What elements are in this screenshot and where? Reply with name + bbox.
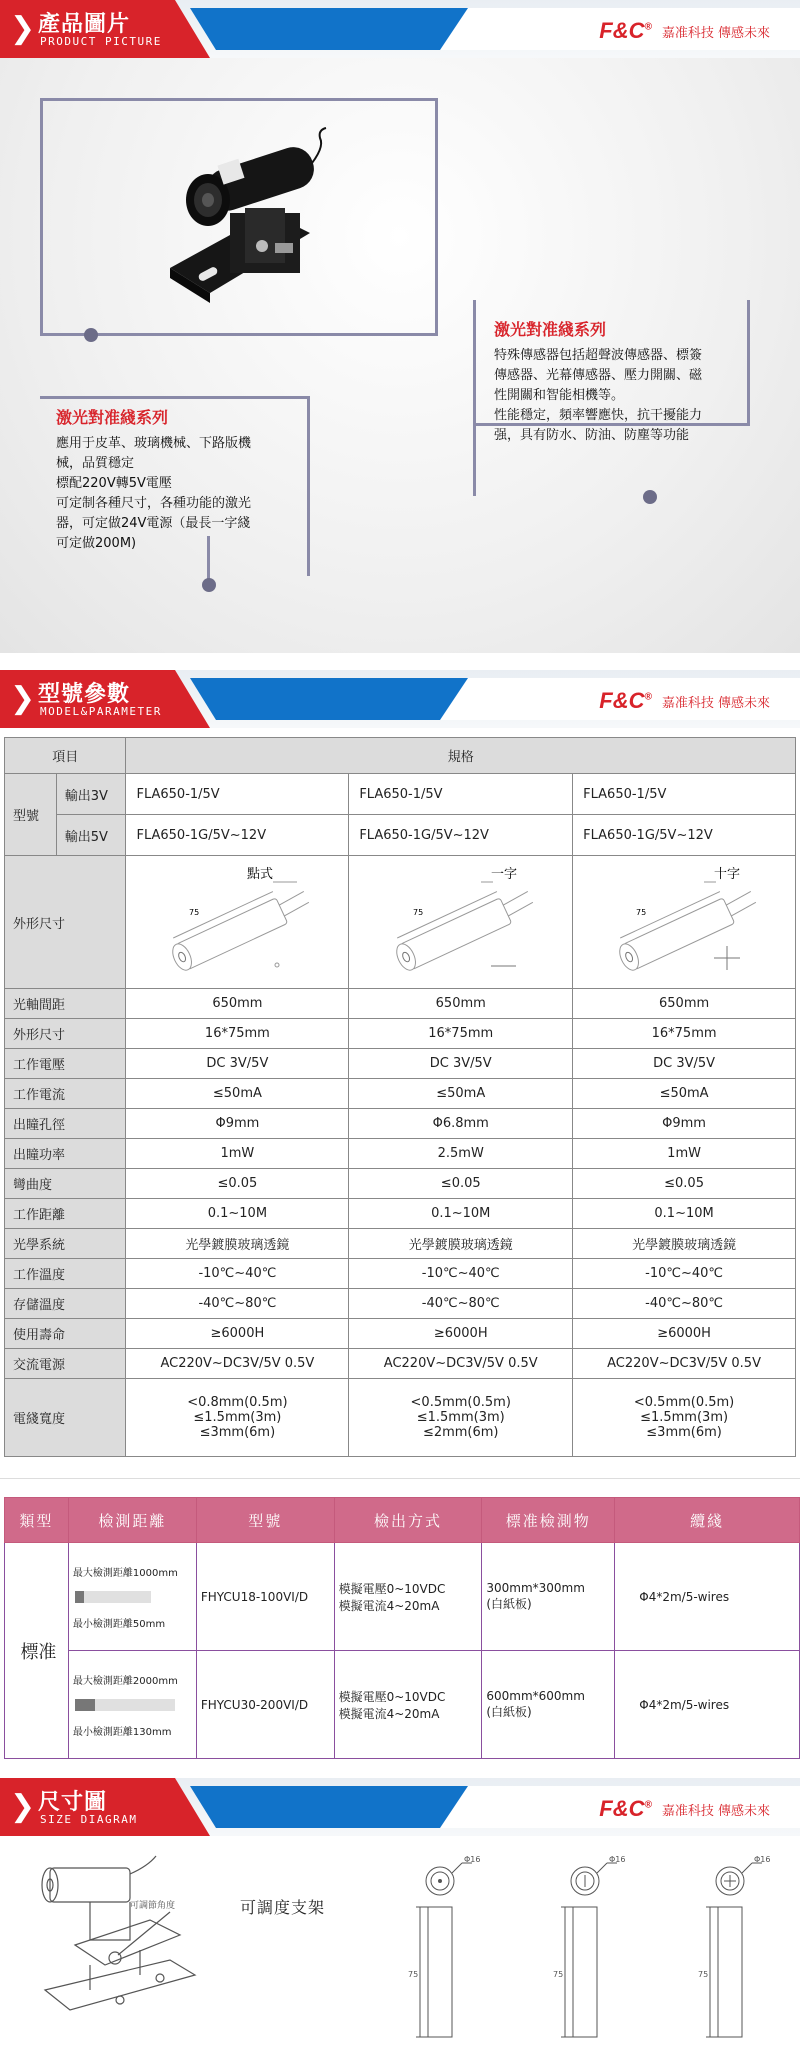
table-cell: ≤50mA bbox=[349, 1079, 573, 1109]
row-label: 工作電流 bbox=[5, 1079, 126, 1109]
shape-label: 外形尺寸 bbox=[5, 856, 126, 989]
table-cell: 16*75mm bbox=[126, 1019, 349, 1049]
row-label: 交流電源 bbox=[5, 1349, 126, 1379]
svg-text:75: 75 bbox=[553, 1970, 564, 1979]
svg-text:75: 75 bbox=[698, 1970, 709, 1979]
laser-product-image bbox=[150, 118, 380, 328]
dimension-drawing-cross bbox=[700, 1855, 780, 2045]
callout-dot bbox=[84, 328, 98, 342]
svg-text:75: 75 bbox=[636, 908, 647, 917]
table-cell: FHYCU30-200VI/D bbox=[196, 1651, 334, 1759]
table-cell: ≥6000H bbox=[573, 1319, 796, 1349]
table-cell: 模擬電壓0~10VDC 模擬電流4~20mA bbox=[334, 1651, 482, 1759]
table-cell: 650mm bbox=[573, 989, 796, 1019]
table-row bbox=[5, 1229, 796, 1259]
row-label: 使用壽命 bbox=[5, 1319, 126, 1349]
table-cell: 16*75mm bbox=[573, 1019, 796, 1049]
table-row bbox=[5, 1049, 796, 1079]
brand bbox=[599, 688, 770, 714]
table-cell: 光學鍍膜玻璃透鏡 bbox=[349, 1229, 573, 1259]
laser-cross-drawing bbox=[584, 860, 784, 980]
table-cell: ≤0.05 bbox=[126, 1169, 349, 1199]
table-cell: -10℃~40℃ bbox=[126, 1259, 349, 1289]
header-cell: 檢出方式 bbox=[334, 1498, 482, 1543]
svg-text:十字: 十字 bbox=[714, 867, 741, 882]
table-cell: 2.5mW bbox=[349, 1139, 573, 1169]
out3v-label: 輸出3V bbox=[56, 774, 126, 815]
table-cell: FLA650-1G/5V~12V bbox=[573, 815, 796, 856]
header-item: 項目 bbox=[5, 738, 126, 774]
callout-line: 可定做200M) bbox=[56, 536, 137, 551]
svg-text:可調節角度: 可調節角度 bbox=[130, 1901, 176, 1911]
callout-line: 應用于皮革、玻璃機械、下路版機 bbox=[56, 436, 252, 451]
shape-cell bbox=[573, 856, 796, 989]
table-cell: FLA650-1/5V bbox=[573, 774, 796, 815]
header-cell: 纜綫 bbox=[615, 1498, 800, 1543]
table-cell: ≤50mA bbox=[573, 1079, 796, 1109]
section-title: 型號參數 bbox=[38, 682, 131, 707]
svg-text:75: 75 bbox=[408, 1970, 419, 1979]
table-cell: ≤0.05 bbox=[349, 1169, 573, 1199]
table-cell: 1mW bbox=[126, 1139, 349, 1169]
spec-table bbox=[4, 737, 796, 1457]
range-cell: 最大檢測距離1000mm 最小檢測距離50mm bbox=[68, 1543, 196, 1651]
callout-line: 可定制各種尺寸，各種功能的激光 bbox=[56, 496, 252, 511]
table-cell: 光學鍍膜玻璃透鏡 bbox=[573, 1229, 796, 1259]
table-cell: 光學鍍膜玻璃透鏡 bbox=[126, 1229, 349, 1259]
section-banner-model bbox=[0, 670, 800, 728]
header-spec: 規格 bbox=[126, 738, 796, 774]
bracket-label: 可調度支架 bbox=[240, 1898, 326, 1917]
table-cell: <0.8mm(0.5m) ≤1.5mm(3m) ≤3mm(6m) bbox=[126, 1379, 349, 1457]
table-cell: DC 3V/5V bbox=[573, 1049, 796, 1079]
bracket-drawing bbox=[30, 1850, 230, 2030]
table-cell: FLA650-1G/5V~12V bbox=[349, 815, 573, 856]
table-cell: -10℃~40℃ bbox=[573, 1259, 796, 1289]
table-cell: 300mm*300mm (白紙板) bbox=[482, 1543, 615, 1651]
callout-line: 性能穩定，頻率響應快，抗干擾能力 bbox=[494, 408, 703, 423]
table-header bbox=[5, 1498, 800, 1543]
section-title: 產品圖片 bbox=[38, 12, 131, 37]
table-cell: 650mm bbox=[126, 989, 349, 1019]
callout-dot bbox=[202, 578, 216, 592]
row-label: 出瞳功率 bbox=[5, 1139, 126, 1169]
svg-text:Φ16: Φ16 bbox=[609, 1855, 626, 1864]
table-cell: -40℃~80℃ bbox=[573, 1289, 796, 1319]
brand-tagline: 嘉准科技 傳感未來 bbox=[661, 695, 770, 711]
callout-line: 傳感器、光幕傳感器、壓力開關、磁 bbox=[494, 368, 703, 383]
table-cell: ≥6000H bbox=[126, 1319, 349, 1349]
row-label: 存儲溫度 bbox=[5, 1289, 126, 1319]
table-row bbox=[5, 1379, 796, 1457]
row-label: 外形尺寸 bbox=[5, 1019, 126, 1049]
laser-dot-drawing bbox=[137, 860, 337, 980]
callout-left bbox=[56, 408, 306, 554]
brand-logo: F&C® bbox=[599, 1796, 652, 1821]
out5v-label: 輸出5V bbox=[56, 815, 126, 856]
table-cell: 650mm bbox=[349, 989, 573, 1019]
table-row bbox=[5, 856, 796, 989]
table-cell: 0.1~10M bbox=[349, 1199, 573, 1229]
table-cell: ≤0.05 bbox=[573, 1169, 796, 1199]
callout-title: 激光對准綫系列 bbox=[494, 320, 607, 339]
table-cell: 0.1~10M bbox=[573, 1199, 796, 1229]
table-row bbox=[5, 1019, 796, 1049]
laser-line-drawing bbox=[361, 860, 561, 980]
row-label: 出瞳孔徑 bbox=[5, 1109, 126, 1139]
range-bar bbox=[75, 1591, 151, 1603]
callout-line: 械，品質穩定 bbox=[56, 456, 135, 471]
callout-title: 激光對准綫系列 bbox=[56, 408, 169, 427]
table-cell: FHYCU18-100VI/D bbox=[196, 1543, 334, 1651]
table-cell: AC220V~DC3V/5V 0.5V bbox=[126, 1349, 349, 1379]
table-row bbox=[5, 815, 796, 856]
table-row bbox=[5, 1109, 796, 1139]
brand bbox=[599, 1796, 770, 1822]
table-cell: DC 3V/5V bbox=[126, 1049, 349, 1079]
chevron-right-icon: ❯ bbox=[10, 11, 36, 46]
table-row bbox=[5, 1543, 800, 1651]
callout-dot bbox=[643, 490, 657, 504]
table-cell: DC 3V/5V bbox=[349, 1049, 573, 1079]
type-cell: 標准 bbox=[5, 1543, 69, 1759]
table-cell: <0.5mm(0.5m) ≤1.5mm(3m) ≤2mm(6m) bbox=[349, 1379, 573, 1457]
table-header bbox=[5, 738, 796, 774]
section-banner-product bbox=[0, 0, 800, 58]
table-row bbox=[5, 989, 796, 1019]
table-row bbox=[5, 1139, 796, 1169]
table-cell: AC220V~DC3V/5V 0.5V bbox=[573, 1349, 796, 1379]
callout-line: 特殊傳感器包括超聲波傳感器、標簽 bbox=[494, 348, 703, 363]
svg-text:Φ16: Φ16 bbox=[754, 1855, 771, 1864]
table-cell: 600mm*600mm (白紙板) bbox=[482, 1651, 615, 1759]
svg-text:75: 75 bbox=[412, 908, 423, 917]
header-cell: 型號 bbox=[196, 1498, 334, 1543]
table-cell: Φ6.8mm bbox=[349, 1109, 573, 1139]
brand-tagline: 嘉准科技 傳感未來 bbox=[661, 1803, 770, 1819]
table-cell: Φ9mm bbox=[573, 1109, 796, 1139]
table-cell: 0.1~10M bbox=[126, 1199, 349, 1229]
callout-right bbox=[494, 320, 764, 446]
range-bar bbox=[75, 1699, 175, 1711]
table-cell: Φ4*2m/5-wires bbox=[615, 1651, 800, 1759]
brand-logo: F&C® bbox=[599, 18, 652, 43]
table-cell: AC220V~DC3V/5V 0.5V bbox=[349, 1349, 573, 1379]
table-cell: 16*75mm bbox=[349, 1019, 573, 1049]
table-cell: ≥6000H bbox=[349, 1319, 573, 1349]
shape-cell bbox=[126, 856, 349, 989]
svg-text:點式: 點式 bbox=[247, 867, 274, 882]
shape-cell bbox=[349, 856, 573, 989]
table-row bbox=[5, 774, 796, 815]
table-cell: FLA650-1G/5V~12V bbox=[126, 815, 349, 856]
table-cell: <0.5mm(0.5m) ≤1.5mm(3m) ≤3mm(6m) bbox=[573, 1379, 796, 1457]
section-subtitle: MODEL&PARAMETER bbox=[40, 705, 162, 718]
table-cell: 1mW bbox=[573, 1139, 796, 1169]
table-cell: FLA650-1/5V bbox=[349, 774, 573, 815]
product-picture-area bbox=[0, 58, 800, 653]
table-cell: Φ4*2m/5-wires bbox=[615, 1543, 800, 1651]
dimension-drawing-line bbox=[555, 1855, 635, 2045]
range-cell: 最大檢測距離2000mm 最小檢測距離130mm bbox=[68, 1651, 196, 1759]
section-subtitle: PRODUCT PICTURE bbox=[40, 35, 162, 48]
brand bbox=[599, 18, 770, 44]
brand-logo: F&C® bbox=[599, 688, 652, 713]
table-row bbox=[5, 1169, 796, 1199]
table-row bbox=[5, 1651, 800, 1759]
table-row bbox=[5, 1079, 796, 1109]
header-cell: 檢測距離 bbox=[68, 1498, 196, 1543]
table-cell: -10℃~40℃ bbox=[349, 1259, 573, 1289]
table-cell: Φ9mm bbox=[126, 1109, 349, 1139]
header-cell: 類型 bbox=[5, 1498, 69, 1543]
svg-text:75: 75 bbox=[189, 908, 200, 917]
table-row bbox=[5, 1349, 796, 1379]
svg-text:Φ16: Φ16 bbox=[464, 1855, 481, 1864]
callout-line: 標配220V轉5V電壓 bbox=[56, 476, 172, 491]
dimension-drawing-dot bbox=[410, 1855, 490, 2045]
table-cell: 模擬電壓0~10VDC 模擬電流4~20mA bbox=[334, 1543, 482, 1651]
model-label: 型號 bbox=[5, 774, 57, 856]
table-row bbox=[5, 1199, 796, 1229]
svg-text:一字: 一字 bbox=[490, 867, 517, 882]
table-row bbox=[5, 1289, 796, 1319]
chevron-right-icon: ❯ bbox=[10, 681, 36, 716]
sensor-table bbox=[4, 1497, 800, 1759]
callout-line: 器，可定做24V電源（最長一字綫 bbox=[56, 516, 251, 531]
width-label: 電綫寬度 bbox=[5, 1379, 126, 1457]
section-title: 尺寸圖 bbox=[38, 1790, 108, 1815]
table-row bbox=[5, 1319, 796, 1349]
row-label: 工作電壓 bbox=[5, 1049, 126, 1079]
row-label: 工作溫度 bbox=[5, 1259, 126, 1289]
callout-line: 性開關和智能相機等。 bbox=[494, 388, 625, 403]
row-label: 光學系統 bbox=[5, 1229, 126, 1259]
row-label: 光軸間距 bbox=[5, 989, 126, 1019]
table-cell: ≤50mA bbox=[126, 1079, 349, 1109]
section-subtitle: SIZE DIAGRAM bbox=[40, 1813, 138, 1826]
header-cell: 標准檢測物 bbox=[482, 1498, 615, 1543]
section-banner-size bbox=[0, 1778, 800, 1836]
brand-tagline: 嘉准科技 傳感未來 bbox=[661, 25, 770, 41]
table-cell: -40℃~80℃ bbox=[349, 1289, 573, 1319]
chevron-right-icon: ❯ bbox=[10, 1789, 36, 1824]
table-row bbox=[5, 1259, 796, 1289]
callout-line: 强，具有防水、防油、防塵等功能 bbox=[494, 428, 690, 443]
table-cell: -40℃~80℃ bbox=[126, 1289, 349, 1319]
row-label: 彎曲度 bbox=[5, 1169, 126, 1199]
table-cell: FLA650-1/5V bbox=[126, 774, 349, 815]
row-label: 工作距離 bbox=[5, 1199, 126, 1229]
